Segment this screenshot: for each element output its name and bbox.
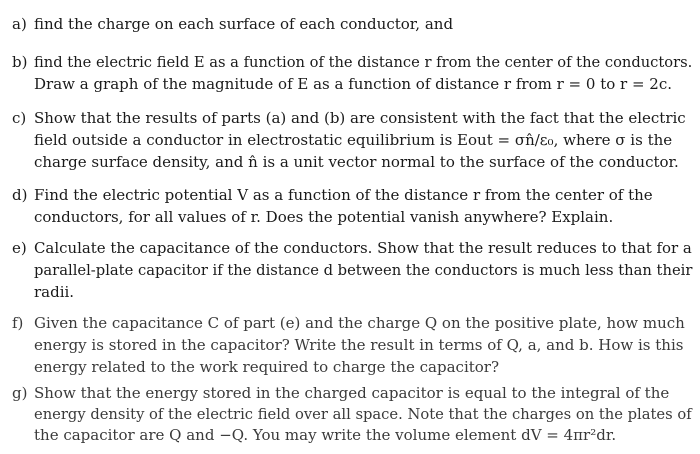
part-label: b) — [12, 53, 28, 71]
part-text-line: Calculate the capacitance of the conductors. Show that the result reduces to that for a — [34, 239, 692, 257]
part-text-line: find the electric field E as a function of the distance r from the center of the conductors. — [34, 53, 693, 71]
part-label: e) — [12, 239, 27, 257]
part-text-line: energy related to the work required to charge the capacitor? — [34, 358, 500, 376]
part-label: a) — [12, 15, 27, 33]
part-text-line: energy density of the electric field over all space. Note that the charges on the plates of — [34, 405, 692, 423]
part-label: f) — [12, 314, 24, 332]
part-text-line: radii. — [34, 283, 75, 301]
part-text-line: Draw a graph of the magnitude of E as a function of distance r from r = 0 to r = 2c. — [34, 75, 673, 93]
part-text-line: parallel-plate capacitor if the distance d between the conductors is much less than their — [34, 261, 693, 279]
part-text-line: energy is stored in the capacitor? Write the result in terms of Q, a, and b. How is this — [34, 336, 684, 354]
part-text-line: Show that the results of parts (a) and (b) are consistent with the fact that the electric — [34, 109, 686, 127]
part-text-line: conductors, for all values of r. Does the potential vanish anywhere? Explain. — [34, 208, 614, 226]
part-text-line: Show that the energy stored in the charged capacitor is equal to the integral of the — [34, 384, 670, 402]
part-label: c) — [12, 109, 27, 127]
part-label: g) — [12, 384, 28, 402]
part-text-line: charge surface density, and n̂ is a unit vector normal to the surface of the conductor. — [34, 153, 679, 171]
part-text-line: Given the capacitance C of part (e) and the charge Q on the positive plate, how much — [34, 314, 685, 332]
part-label: d) — [12, 186, 28, 204]
part-text-line: Find the electric potential V as a function of the distance r from the center of the — [34, 186, 653, 204]
part-text-line: the capacitor are Q and −Q. You may write the volume element dV = 4πr²dr. — [34, 426, 617, 444]
part-text-line: field outside a conductor in electrostatic equilibrium is Eout = σn̂/ε₀, where σ is the — [34, 131, 673, 149]
part-text-line: find the charge on each surface of each conductor, and — [34, 15, 454, 33]
